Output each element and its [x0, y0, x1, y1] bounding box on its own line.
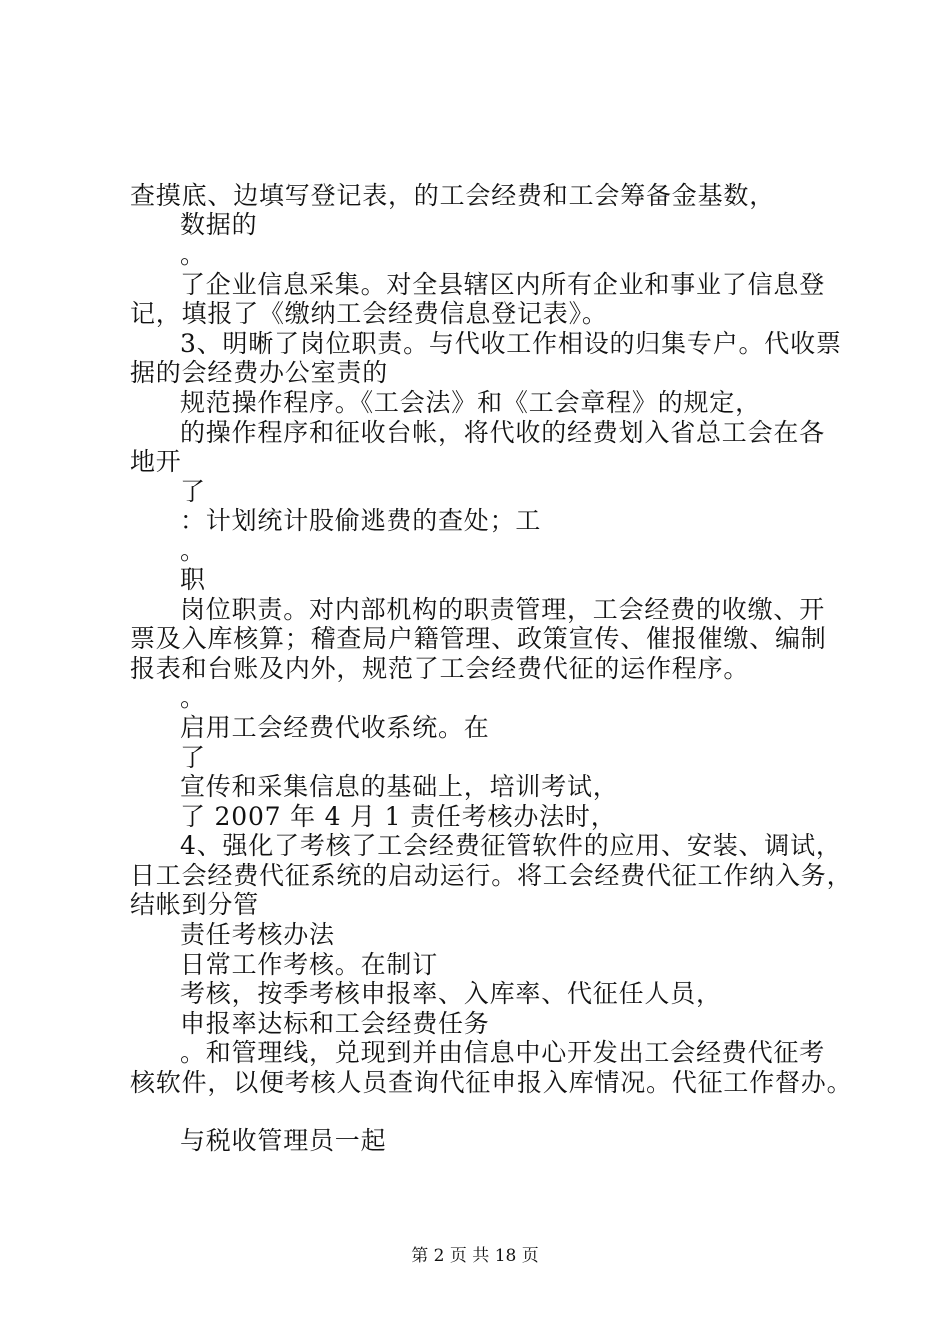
text-line: ：计划统计股偷逃费的查处；工 — [180, 506, 542, 535]
text-line: 启用工会经费代收系统。在 — [180, 713, 490, 742]
text-line: 日常工作考核。在制订 — [180, 950, 439, 979]
text-line: 规范操作程序。《工会法》和《工会章程》的规定， — [180, 388, 761, 417]
text-line: 申报率达标和工会经费任务 — [180, 1009, 490, 1038]
text-line: 。 — [180, 536, 206, 565]
text-line: 数据的 — [180, 210, 258, 239]
text-line: 报表和台账及内外，规范了工会经费代征的运作程序。 — [130, 654, 750, 683]
text-line: 了 — [180, 477, 206, 506]
text-line: 记，填报了《缴纳工会经费信息登记表》。 — [130, 299, 608, 328]
text-line: 宣传和采集信息的基础上，培训考试， — [180, 772, 619, 801]
text-line: 。 — [180, 240, 206, 269]
text-line: 结帐到分管 — [130, 890, 260, 919]
text-line: 4、强化了考核了工会经费征管软件的应用、安装、调试， — [180, 831, 842, 860]
text-line: 了 2007 年 4 月 1 责任考核办法时， — [180, 802, 617, 831]
text-line: 。和管理线，兑现到并由信息中心开发出工会经费代征考 — [180, 1038, 826, 1067]
text-line: 的操作程序和征收台帐，将代收的经费划入省总工会在各 — [180, 418, 826, 447]
text-line: 核软件，以便考核人员查询代征申报入库情况。代征工作督办。 — [130, 1068, 853, 1097]
text-line: 考核，按季考核申报率、入库率、代征任人员， — [180, 979, 722, 1008]
text-line: 与税收管理员一起 — [180, 1126, 387, 1155]
text-line: 了企业信息采集。对全县辖区内所有企业和事业了信息登 — [180, 270, 826, 299]
text-line: 据的会经费办公室责的 — [130, 358, 389, 387]
text-line: 查摸底、边填写登记表，的工会经费和工会筹备金基数， — [130, 181, 776, 210]
text-line: 3、明晰了岗位职责。与代收工作相设的归集专户。代收票 — [180, 329, 842, 358]
text-line: 日工会经费代征系统的启动运行。将工会经费代征工作纳入务， — [130, 861, 853, 890]
text-line: 票及入库核算；稽查局户籍管理、政策宣传、催报催缴、编制 — [130, 624, 827, 653]
page-number-footer: 第 2 页 共 18 页 — [411, 1246, 539, 1266]
text-line: 。 — [180, 683, 206, 712]
text-line: 职 — [180, 565, 206, 594]
text-line: 了 — [180, 743, 206, 772]
text-line: 岗位职责。对内部机构的职责管理，工会经费的收缴、开 — [180, 595, 826, 624]
text-line: 责任考核办法 — [180, 920, 335, 949]
text-line: 地开 — [130, 447, 182, 476]
